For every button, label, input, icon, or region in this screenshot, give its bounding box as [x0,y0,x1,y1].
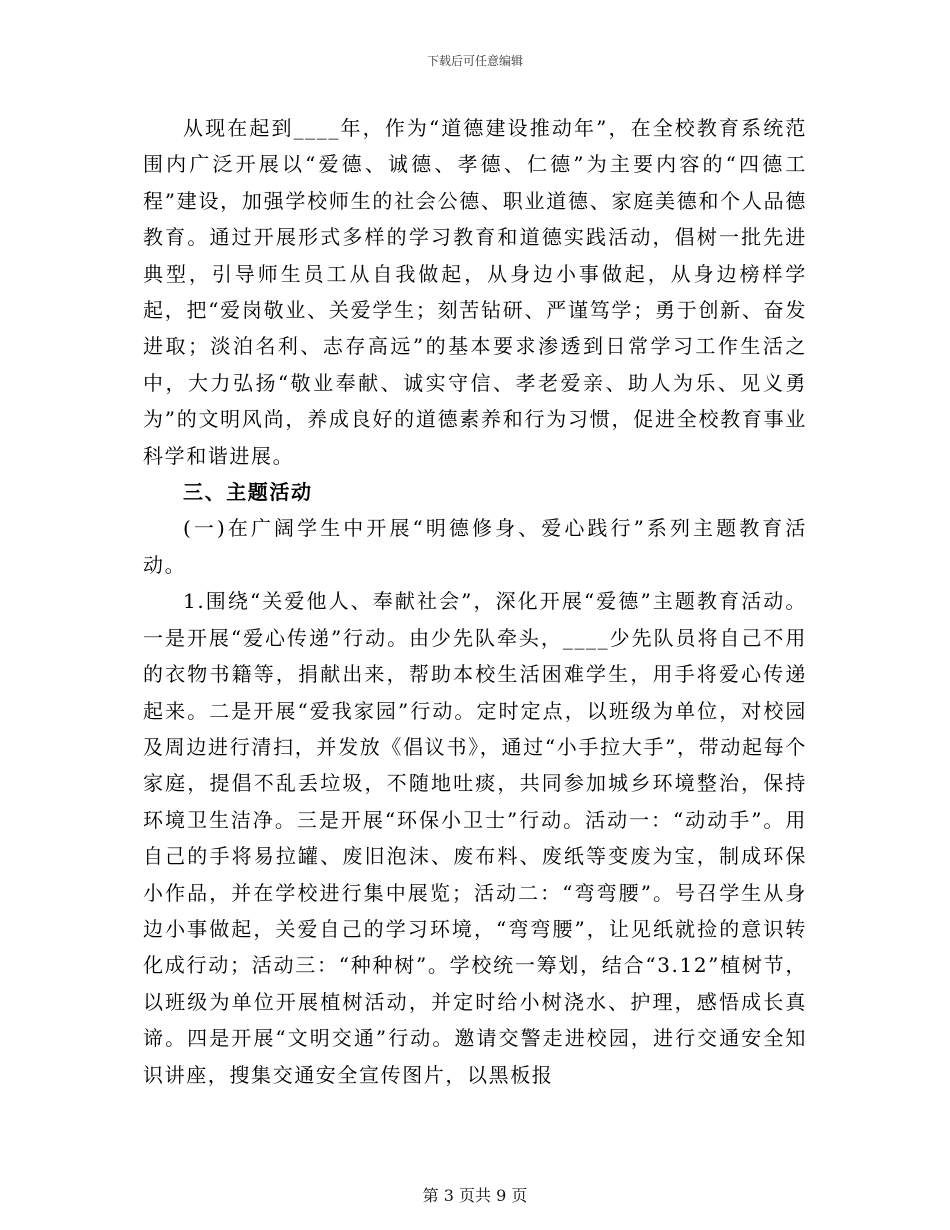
page-number-footer: 第 3 页共 9 页 [422,1186,528,1205]
section-heading-theme-activities: 三、主题活动 [183,480,313,505]
document-body [143,110,807,1093]
paragraph-love-virtue-activities: 1.围绕“关爱他人、奉献社会”，深化开展“爱德”主题教育活动。一是开展“爱心传递”行动。由少先队牵头，____少先队员将自己不用的衣物书籍等，捐献出来，帮助本校生活困难学生，用手将爱心传递起来。二是开展“爱我家园”行动。定时定点，以班级为单位，对校园及周边进行清扫，并发放《倡议书》，通过“小手拉大手”，带动起每个家庭，提倡不乱丢垃圾，不随地吐痰，共同参加城乡环境整治，保持环境卫生洁净。三是开展“环保小卫士”行动。活动一：“动动手”。用自己的手将易拉罐、废旧泡沫、废布料、废纸等变废为宝，制成环保小作品，并在学校进行集中展览；活动二：“弯弯腰”。号召学生从身边小事做起，关爱自己的学习环境，“弯弯腰”，让见纸就捡的意识转化成行动；活动三：“种种树”。学校统一筹划，结合“3.12”植树节，以班级为单位开展植树活动，并定时给小树浇水、护理，感悟成长真谛。四是开展“文明交通”行动。邀请交警走进校园，进行交通安全知识讲座，搜集交通安全宣传图片，以黑板报 [143,589,807,1087]
paragraph-moral-construction-year: 从现在起到____年，作为“道德建设推动年”，在全校教育系统范围内广泛开展以“爱德、诚德、孝德、仁德”为主要内容的“四德工程”建设，加强学校师生的社会公德、职业道德、家庭美德和个人品德教育。通过开展形式多样的学习教育和道德实践活动，倡树一批先进典型，引导师生员工从自我做起，从身边小事做起，从身边榜样学起，把“爱岗敬业、关爱学生；刻苦钻研、严谨笃学；勇于创新、奋发进取；淡泊名利、志存高远”的基本要求渗透到日常学习工作生活之中，大力弘扬“敬业奉献、诚实守信、孝老爱亲、助人为乐、见义勇为”的文明风尚，养成良好的道德素养和行为习惯，促进全校教育事业科学和谐进展。 [143,116,807,468]
page-header: 下载后可任意编辑 [426,54,523,68]
paragraph-student-activities-intro: (一)在广阔学生中开展“明德修身、爱心践行”系列主题教育活动。 [143,516,807,577]
